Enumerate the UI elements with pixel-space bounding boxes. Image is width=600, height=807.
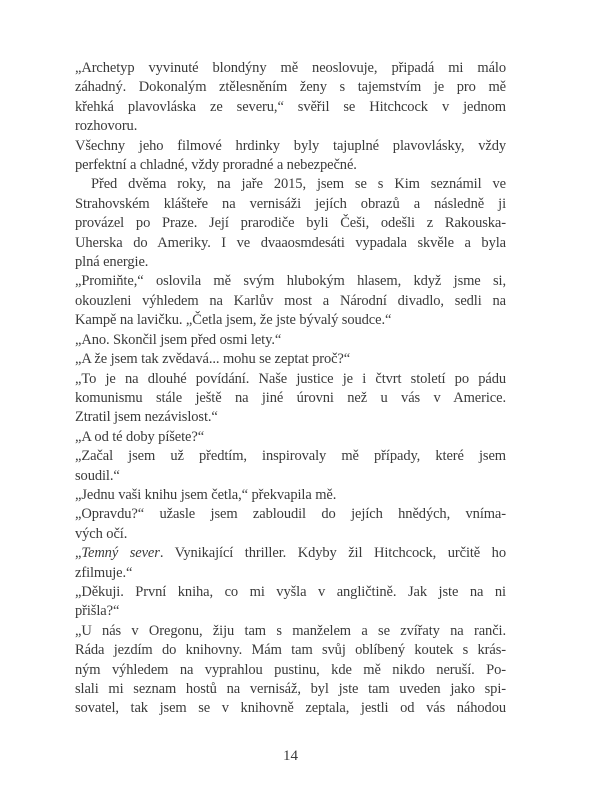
paragraph [75,59,506,137]
italic-book-title: Temný sever [81,545,160,562]
paragraph [75,505,506,544]
text-line: „Archetyp vyvinuté blondýny mě neoslovuje, připadá mi málo [75,60,506,76]
text-line: „Jednu vaši knihu jsem četla,“ překvapila mě. [75,486,337,503]
paragraph [75,622,506,719]
text-line: Strahovském klášteře na vernisáži jejích obrazů a následně ji [75,195,506,212]
text-line: záhadný. Dokonalým ztělesněním ženy s tajemstvím je pro mě [75,79,506,96]
paragraph [75,331,506,350]
text-line: sovatel, tak jsem se v knihovně zeptala, jestli od vás náhodou [75,700,506,717]
paragraph [75,272,506,330]
text-line: Uherska do Ameriky. I ve dvaaosmdesáti vypadala skvěle a byla [75,234,506,251]
text-line: „U nás v Oregonu, žiju tam s manželem a se zvířaty na ranči. [75,622,506,639]
text-segment: „ [75,545,82,562]
text-line: „Děkuji. První kniha, co mi vyšla v angličtině. Jak jste na ni [75,583,506,600]
text-line: zfilmuje.“ [75,564,133,581]
text-line: „Opravdu?“ užasle jsem zabloudil do jejích hnědých, vníma- [75,506,506,523]
text-line: komunismu stále ještě na jiné úrovni než u vás v Americe. [75,389,506,406]
text-line: perfektní a chladné, vždy proradné a nebezpečné. [75,157,357,174]
paragraph [75,447,506,486]
text-line: vých očí. [75,525,128,542]
paragraph [75,350,506,369]
text-line: křehká plavovláska ze severu,“ svěřil se Hitchcock v jednom [75,98,506,115]
paragraph [75,583,506,622]
text-line: rozhovoru. [75,118,138,135]
paragraph [75,428,506,447]
text-line: „To je na dlouhé povídání. Naše justice je i čtvrt století po pádu [75,370,506,387]
text-line: „Začal jsem už předtím, inspirovaly mě případy, které jsem [75,448,506,465]
paragraph [75,370,506,428]
page-number: 14 [283,748,298,764]
text-line: „Promiňte,“ oslovila mě svým hlubokým hlasem, když jsme si, [75,273,506,290]
text-line: soudil.“ [75,467,120,484]
text-line: ným výhledem na vyprahlou pustinu, kde mě nikdo neruší. Po- [75,661,506,678]
text-line: slali mi seznam hostů na vernisáž, byl jste tam uveden jako spi- [75,681,506,697]
paragraph [75,544,506,583]
text-line: „Ano. Skončil jsem před osmi lety.“ [75,331,282,348]
text-line: plná energie. [75,254,149,271]
text-line [75,544,506,563]
text-line: „A že jsem tak zvědavá... mohu se zeptat proč?“ [75,351,351,368]
text-line: Ztratil jsem nezávislost.“ [75,409,218,426]
paragraph [75,175,506,272]
paragraph [75,137,506,176]
text-segment: . Vynikající thriller. Kdyby žil Hitchcock, určitě ho [159,545,506,562]
text-line: „A od té doby píšete?“ [75,428,205,445]
text-line: Kampě na lavičku. „Četla jsem, že jste bývalý soudce.“ [75,312,392,329]
text-line: okouzleni výhledem na Karlův most a Národní divadlo, sedli na [75,292,506,309]
text-line: Před dvěma roky, na jaře 2015, jsem se s Kim seznámil ve [91,176,506,193]
page-text [75,59,506,719]
text-line: Ráda jezdím do knihovny. Mám tam svůj oblíbený koutek s krás- [75,642,506,659]
text-line: provázel po Praze. Její prarodiče byli Češi, odešli z Rakouska- [75,215,506,232]
text-line: Všechny jeho filmové hrdinky byly tajuplné plavovlásky, vždy [75,137,506,154]
paragraph [75,486,506,505]
text-line: přišla?“ [75,603,120,620]
